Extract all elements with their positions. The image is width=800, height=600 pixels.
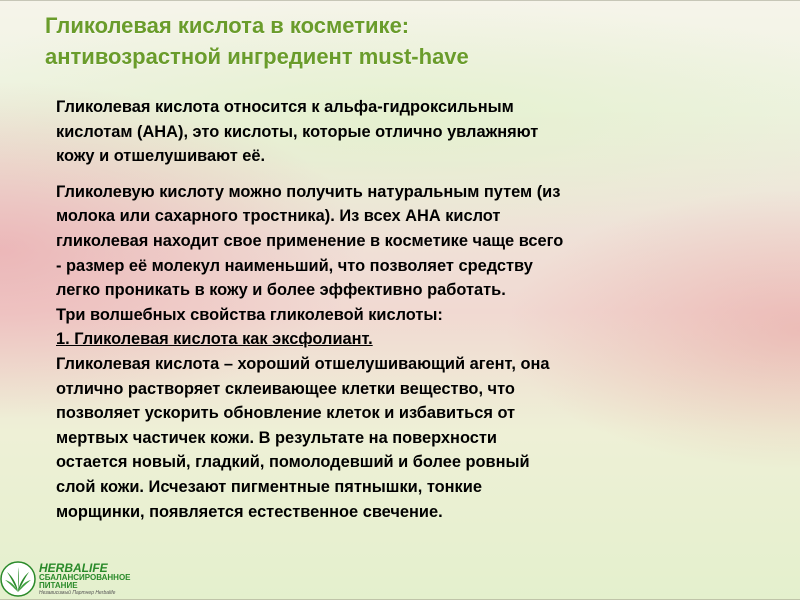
paragraph-intro: [56, 95, 756, 169]
text-line: слой кожи. Исчезают пигментные пятнышки, тонкие: [56, 477, 482, 496]
logo-brand: HERBALIFE: [39, 561, 108, 575]
text-line: Гликолевая кислота относится к альфа-гидроксильным: [56, 98, 514, 116]
section-heading: 1. Гликолевая кислота как эксфолиант.: [56, 330, 373, 349]
text-line: молока или сахарного тростника). Из всех АНА кислот: [56, 207, 501, 226]
title-line-2: антивозрастной ингредиент must-have: [45, 44, 469, 69]
text-line: морщинки, появляется естественное свечение.: [56, 502, 443, 521]
text-line: - размер её молекул наименьший, что позволяет средству: [56, 256, 533, 275]
text-line: кожу и отшелушивают её.: [56, 147, 266, 166]
text-line: Гликолевую кислоту можно получить натуральным путем (из: [56, 182, 561, 201]
title-line-1: Гликолевая кислота в косметике:: [45, 13, 410, 38]
text-line: остается новый, гладкий, помолодевший и более ровный: [56, 453, 530, 472]
logo-tagline: Независимый Партнер Herbalife: [39, 590, 116, 596]
paragraph-gap: [56, 169, 756, 180]
slide-body: [56, 95, 756, 524]
top-border: [0, 0, 800, 1]
text-line: гликолевая находит свое применение в косметике чаще всего: [56, 231, 564, 250]
text-line: Гликолевая кислота – хороший отшелушивающий агент, она: [56, 354, 550, 373]
text-line: легко проникать в кожу и более эффективно работать.: [56, 281, 506, 300]
logo-subtitle-2: ПИТАНИЕ: [39, 581, 78, 590]
slide-title: [45, 10, 785, 72]
text-line: Три волшебных свойства гликолевой кислоты:: [56, 305, 443, 324]
text-line: кислотам (АНА), это кислоты, которые отлично увлажняют: [56, 122, 539, 141]
herbalife-leaf-icon: [0, 561, 36, 597]
paragraph-origin: [56, 180, 756, 524]
logo-subtitle-1: СБАЛАНСИРОВАННОЕ: [39, 573, 131, 582]
text-line: позволяет ускорить обновление клеток и избавиться от: [56, 404, 516, 423]
text-line: отлично растворяет склеивающее клетки вещество, что: [56, 379, 515, 398]
herbalife-logo: [0, 559, 140, 600]
text-line: мертвых частичек кожи. В результате на поверхности: [56, 428, 497, 447]
